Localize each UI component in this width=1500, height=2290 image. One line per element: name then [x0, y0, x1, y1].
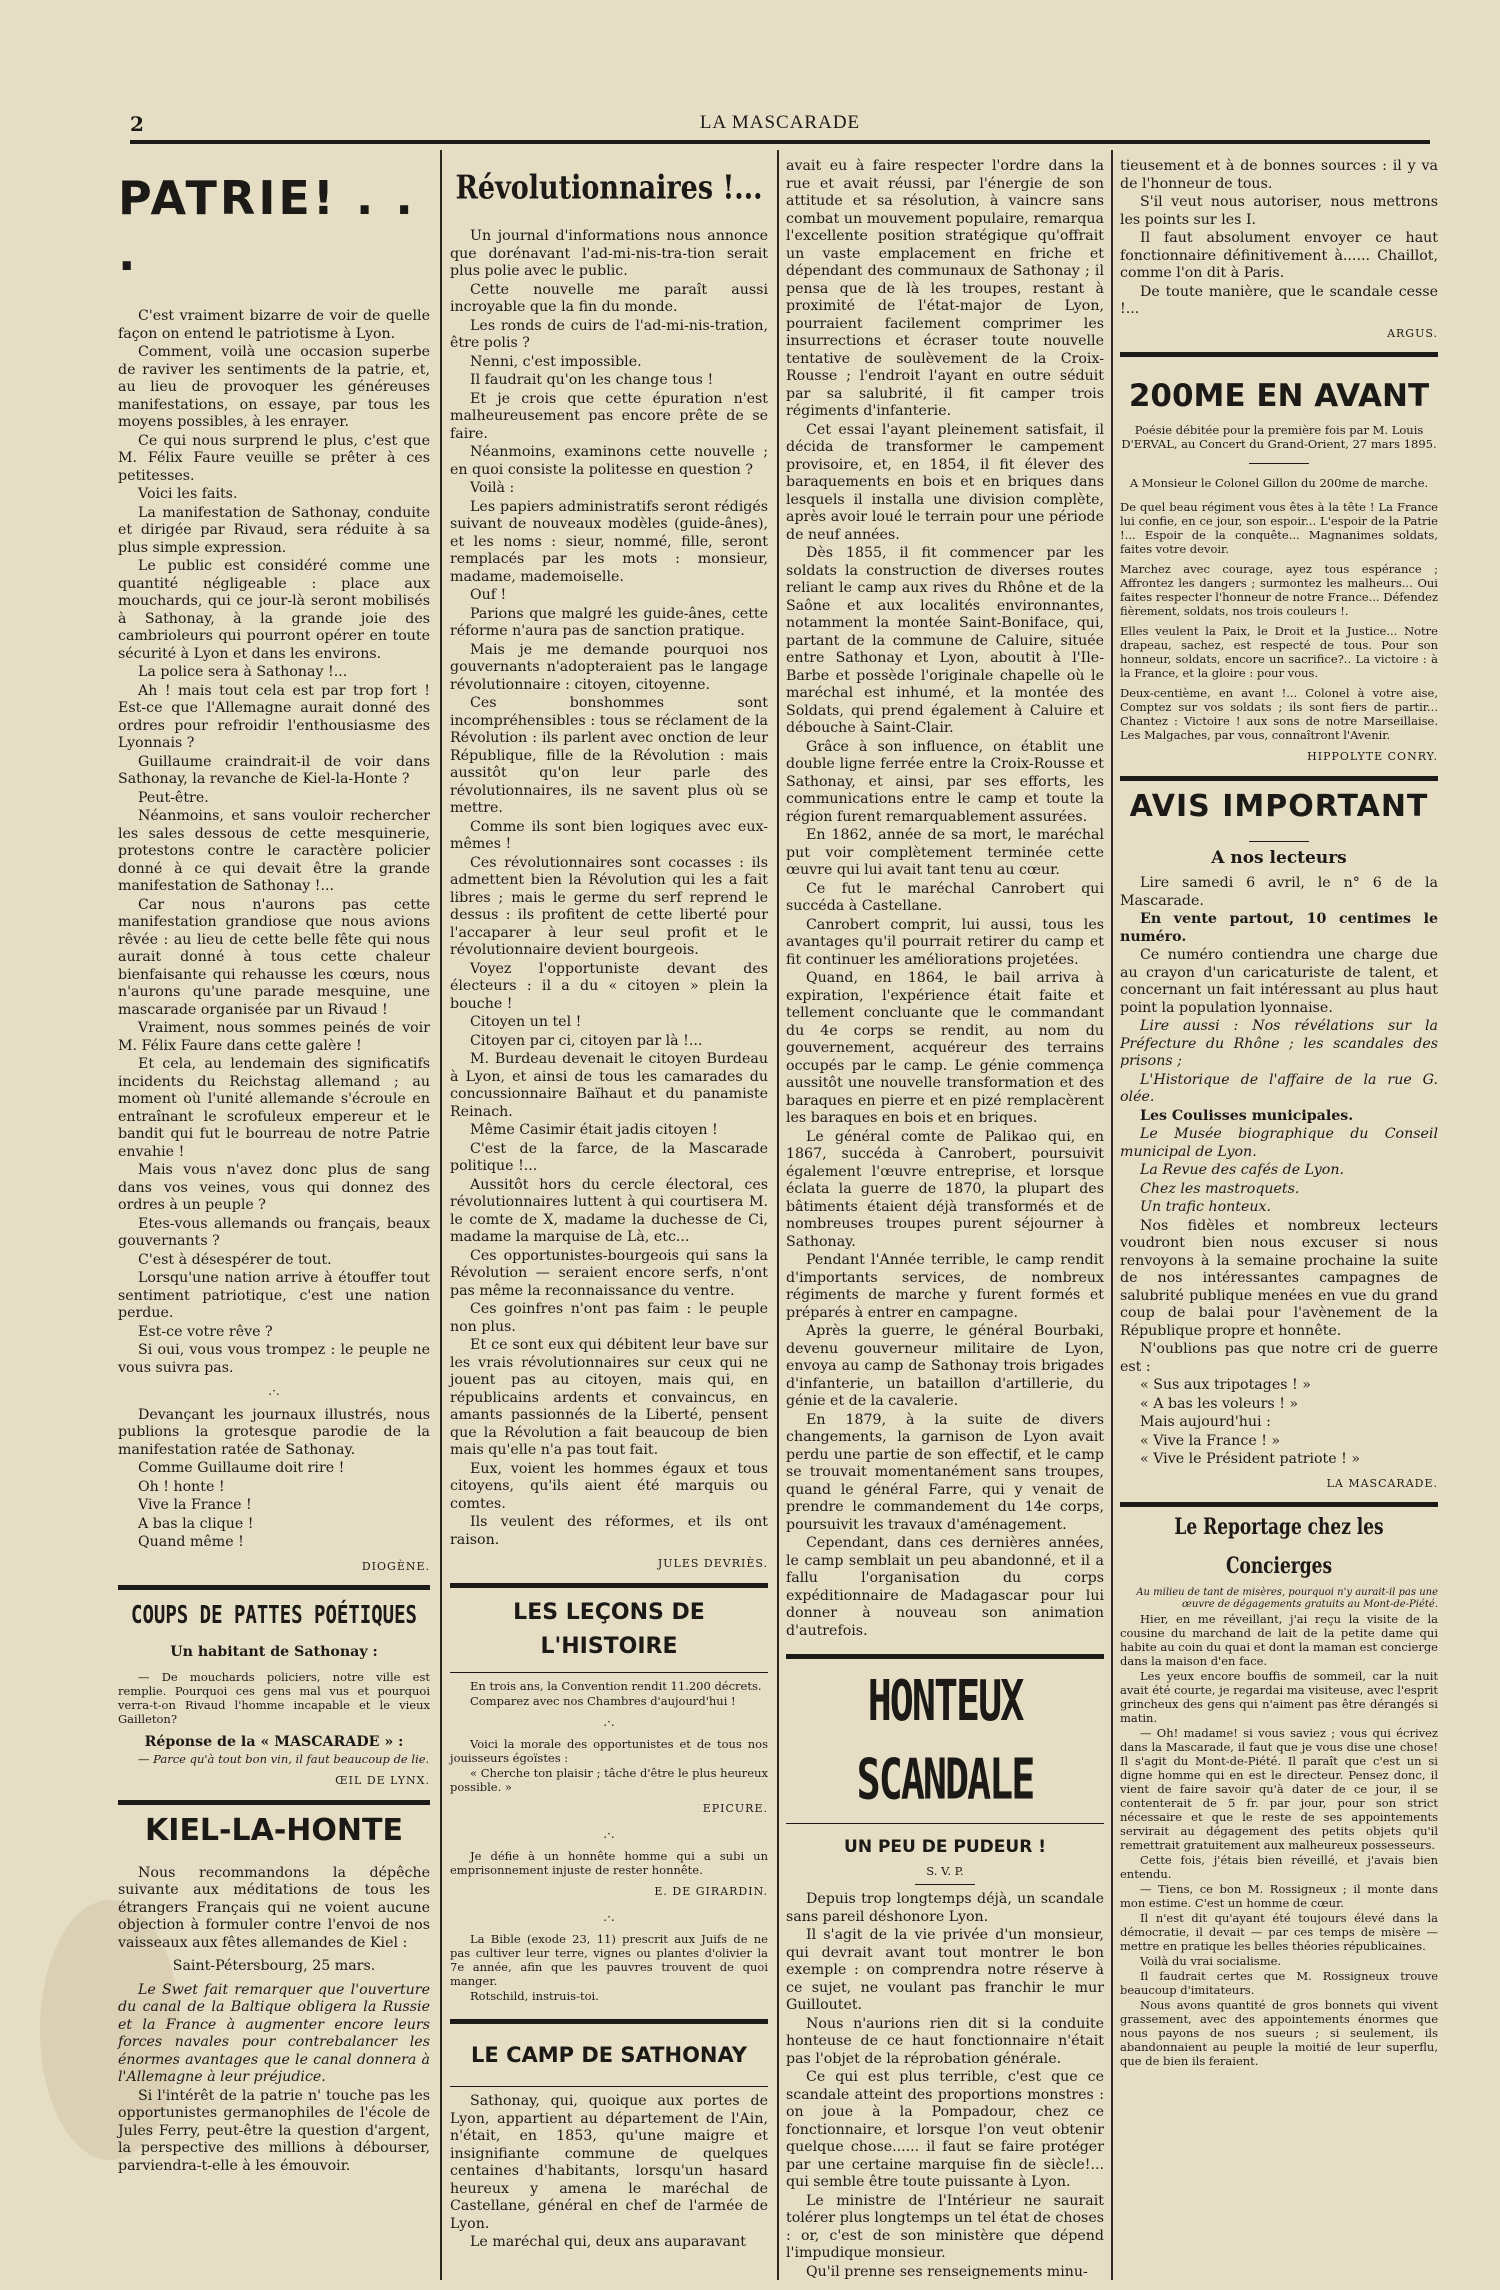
- paragraph: Même Casimir était jadis citoyen !: [470, 1122, 718, 1138]
- paragraph: Voilà du vrai socialisme.: [1140, 1954, 1282, 1968]
- poem-signature: HIPPOLYTE CONRY.: [1307, 750, 1438, 763]
- section-title-camp: LE CAMP DE SATHONAY: [471, 2043, 747, 2067]
- quote: Comparez avec nos Chambres d'aujourd'hui !: [470, 1693, 736, 1708]
- paragraph: avait eu à faire respecter l'ordre dans la rue et avait réussi, par l'énergie de son attitude et sa résolution, à vaincre sans combat un mouvement populaire, remarqua l'excellente position stratégique qu'offrait un vaste emplacement en friche et dépendant des communaux de Sathonay ; il pensa que de là les troupes, restant à proximité de l'état-major de Lyon, pourraient facilement comprimer les insurrections et écraser toute nouvelle tentative de soulèvement de la Croix-Rousse ; l'endroit l'ayant en outre séduit par sa salubrité, il fit camper trois régiments d'infanterie.: [786, 158, 1104, 419]
- paragraph: Cet essai l'ayant pleinement satisfait, il décida de transformer le campement provisoire, et, en 1854, il fit élever des baraquements en bois et en briques dans lesquels il installa une division complète, après avoir loué le terrain pour une période de neuf années.: [786, 421, 1104, 543]
- poem-stanza: Elles veulent la Paix, le Droit et la Justice... Notre drapeau, sachez, est respecté de tous. Pour son honneur, soldats, encore un sacrifice?.. La victoire : à la France, et la gloire : pour vous.: [1120, 624, 1438, 680]
- paragraph: Depuis trop longtemps déjà, un scandale sans pareil déshonore Lyon.: [786, 1891, 1104, 1925]
- paragraph: La Revue des cafés de Lyon.: [1140, 1162, 1345, 1178]
- paragraph: Ce numéro contiendra une charge due au crayon d'un caricaturiste de talent, et concernant un fait intéressant au plus haut point la population lyonnaise.: [1120, 947, 1438, 1016]
- paragraph: Car nous n'aurons pas cette manifestation grandiose que nous avions rêvée : au lieu de cette belle fête qui nous aurait donné à tous cette chaleur bienfaisante qui rehausse les cœurs, nous n'aurons qu'une parade mesquine, une mascarade organisée par un Rivaud !: [118, 896, 430, 1018]
- paragraph: De toute manière, que le scandale cesse !...: [1120, 283, 1438, 317]
- paragraph: Ah ! mais tout cela est par trop fort ! Est-ce que l'Allemagne aurait donné des ordres pour refroidir l'enthousiasme des Lyonnais ?: [118, 682, 430, 751]
- paragraph: Les yeux encore bouffis de sommeil, car la nuit avait été courte, je regardai ma visiteuse, avec l'esprit grincheux des gens qui n'aiment pas être dérangés si matin.: [1120, 1669, 1438, 1725]
- paragraph: Citoyen par ci, citoyen par là !...: [470, 1032, 703, 1049]
- section-subtitle-svp: S. V. P.: [926, 1864, 964, 1878]
- paragraph: Si l'intérêt de la patrie n' touche pas les opportunistes germanophiles de l'école de Jules Ferry, peut-être la question d'argent, la perspective des millions à débourser, parviendra-t-elle à les émouvoir.: [118, 2087, 430, 2174]
- paragraph: Et ce sont eux qui débitent leur bave sur les vrais révolutionnaires sur ceux qui ne jouent pas au citoyen, mais qui, en républicains ardents et convaincus, en amants passionnés de la Liberté, pensent que la Révolution a fait beaucoup de bien mais qu'elle n'a pas tout fait.: [450, 1337, 768, 1458]
- paragraph: Le public est considéré comme une quantité négligeable : place aux mouchards, qui ce jour-là seront mobilisés à Sathonay, à la grande joie des cambrioleurs qui pourront opérer en toute sécurité à Lyon et dans les environs.: [118, 558, 430, 662]
- paragraph: Nous recommandons la dépêche suivante aux méditations de tous les étrangers Français qui ne voient aucune objection à formuler contre l'envoi de nos vaisseaux aux fêtes allemandes de Kiel :: [118, 1864, 430, 1951]
- quote-signature: E. DE GIRARDIN.: [654, 1885, 768, 1898]
- paragraph: Peut-être.: [138, 789, 209, 806]
- paragraph: Ouf !: [470, 587, 507, 603]
- paragraph: Et cela, au lendemain des significatifs incidents du Reichstag allemand ; au moment où l'unité allemande s'écroule en entraînant le scrofuleux empereur et le bandit qui fut le bourreau de notre Patrie envahie !: [118, 1056, 430, 1160]
- dateline: Saint-Pétersbourg, 25 mars.: [172, 1958, 376, 1974]
- paragraph: Nous avons quantité de gros bonnets qui vivent grassement, avec des appointements énormes que nous payons de nos sueurs ; si seulement, ils abandonnaient au peuple la moitié de leur superflu, que de bien ils feraient.: [1120, 1998, 1438, 2068]
- paragraph: Cependant, dans ces dernières années, le camp semblait un peu abandonné, et il a fallu l'organisation du corps expéditionnaire de Madagascar pour lui donner à nouveau son animation d'autrefois.: [786, 1535, 1104, 1639]
- section-divider: [786, 1654, 1104, 1659]
- paragraph: « Vive la France ! »: [1140, 1432, 1281, 1449]
- paragraph: Quand, en 1864, le bail arriva à expiration, l'expérience était faite et tellement concluante que le commandant du 4e corps se rendit, au nom du gouvernement, acquéreur des terrains occupés par le camp. Le génie commença aussitôt une nouvelle transformation et des baraques en pierre et en pizé remplacèrent les baraques en bois et en briques.: [786, 970, 1104, 1126]
- paragraph: Il faut absolument envoyer ce haut fonctionnaire définitivement à...... Chaillot, comme l'on dit à Paris.: [1120, 230, 1438, 281]
- poem: [1120, 500, 1438, 742]
- quote: Rotschild, instruis-toi.: [470, 1989, 599, 2003]
- poem-stanza: De quel beau régiment vous êtes à la tête ! La France lui confie, en ce jour, son espoir... L'espoir de la Patrie !... Espoir de la conquête... Magnanimes soldats, faites votre devoir.: [1120, 500, 1438, 556]
- paragraph: Voyez l'opportuniste devant des électeurs : il a du « citoyen » plein la bouche !: [450, 960, 768, 1012]
- page-number: 2: [130, 112, 144, 136]
- paragraph: Après la guerre, le général Bourbaki, devenu gouverneur militaire de Lyon, envoya au camp de Sathonay trois brigades d'infanterie, un bataillon d'artillerie, du génie et de la cavalerie.: [786, 1323, 1104, 1409]
- paragraph: C'est de la farce, de la Mascarade politique !...: [450, 1140, 768, 1174]
- paragraph: Dès 1855, il fit commencer par les soldats la construction de diverses routes reliant le camp aux rives du Rhône et de la Saône et aux localités environnantes, notamment la montée Saint-Boniface, qui, partant de la commune de Caluire, située entre Sathonay et Lyon, aboutit à l'Ile-Barbe et possède l'originale chapelle où le maréchal est inhumé, et la montée des Soldats, qui prend également à Caluire et débouche à Saint-Clair.: [786, 545, 1104, 736]
- section-subtitle: Un habitant de Sathonay :: [170, 1644, 378, 1660]
- paragraph: Néanmoins, examinons cette nouvelle ; en quoi consiste la politesse en question ?: [450, 444, 768, 478]
- paragraph: Cette nouvelle me paraît aussi incroyable que la fin du monde.: [450, 281, 768, 315]
- paragraph: — Oh! madame! si vous saviez ; vous qui écrivez dans la Mascarade, il faut que je vous dise une chose! Il s'agit du Mont-de-Piété. Il paraît que c'est un si digne homme qui en est le directeur. Pensez donc, il vient de faire savoir qu'à dater de ce jour, il se contenterait de 5 fr. par jour, pour son strict nécessaire et que le reste de ses appointements servirait au dégagement des petits objets qu'il remettrait gratuitement aux malheureux possesseurs.: [1120, 1726, 1438, 1852]
- column-1: [118, 158, 430, 2258]
- section-divider: [1249, 463, 1309, 464]
- paragraph: Le ministre de l'Intérieur ne saurait tolérer plus longtemps un tel état de choses : or, c'est de son ministère que dépend l'impudique monsieur.: [786, 2192, 1104, 2261]
- quote: Voici la morale des opportunistes et de tous nos jouisseurs égoïstes :: [450, 1737, 768, 1765]
- paragraph: S'il veut nous autoriser, nous mettrons les points sur les I.: [1120, 194, 1438, 228]
- reply-text: — Parce qu'à tout bon vin, il faut beaucoup de lie.: [138, 1752, 430, 1766]
- section-title-reportage: Le Reportage chez les Concierges: [1174, 1514, 1384, 1580]
- paragraph: En 1862, année de sa mort, le maréchal put voir complètement terminée cette œuvre qui lui avait tant tenu au cœur.: [786, 827, 1104, 878]
- column-rule: [1111, 150, 1113, 2280]
- poem-stanza: Marchez avec courage, ayez tous espérance ; Affrontez les dangers ; surmontez les malheurs... Oui faites respecter l'honneur de notre France... Défendez fièrement, soldats, nos trois couleurs !.: [1120, 562, 1438, 618]
- article-title-patrie: PATRIE! . . .: [118, 171, 416, 281]
- paragraph: La manifestation de Sathonay, conduite et dirigée par Rivaud, sera réduite à sa plus simple expression.: [118, 504, 430, 556]
- paragraph: Nos fidèles et nombreux lecteurs voudront bien nous excuser si nous renvoyons à la semaine prochaine la suite de nos intéressantes campagnes de salubrité publique menées en vue du grand coup de balai pour l'avènement de la République propre et honnête.: [1120, 1217, 1438, 1339]
- paragraph: Néanmoins, et sans vouloir rechercher les sales dessous de cette mesquinerie, protestons contre le caractère policier donné à ce qui devait être la grande manifestation de Sathonay !...: [118, 808, 430, 894]
- quote: Je défie à un honnête homme qui a subi un emprisonnement injuste de rester honnête.: [450, 1849, 768, 1877]
- paragraph: Les papiers administratifs seront rédigés suivant de nouveaux modèles (guide-ânes), et les noms : sieur, nommé, fille, seront remplacés par les mots : monsieur, madame, mademoiselle.: [450, 498, 768, 585]
- paragraph: En 1879, à la suite de divers changements, la garnison de Lyon avait perdu une partie de son effectif, et le camp se trouvait momentanément sans troupes, quand le général Farre, qui y venait de prendre le commandement du 14e corps, poursuivit les travaux d'aménagement.: [786, 1411, 1104, 1533]
- section-ornament: .·.: [603, 1909, 615, 1924]
- quote-signature: EPICURE.: [702, 1802, 768, 1815]
- paragraph: Le général comte de Palikao qui, en 1867, succéda à Canrobert, poursuivit également l'œuvre entreprise, et lorsque éclata la guerre de 1870, la plupart des bâtiments étaient déjà transformés et de nombreuses troupes purent séjourner à Sathonay.: [786, 1128, 1104, 1250]
- paragraph: tieusement et à de bonnes sources : il y va de l'honneur de tous.: [1120, 158, 1438, 192]
- paragraph: Le maréchal qui, deux ans auparavant: [470, 2234, 746, 2250]
- paragraph: Hier, en me réveillant, j'ai reçu la visite de la cousine du marchand de lait de la petite dame qui habite au coin du quai et dont la maman est concierge dans la maison d'en face.: [1120, 1612, 1438, 1668]
- column-rule: [440, 150, 442, 2280]
- paragraph: Et je crois que cette épuration n'est malheureusement pas encore prête de se faire.: [450, 390, 768, 442]
- paragraph: Etes-vous allemands ou français, beaux gouvernants ?: [118, 1215, 430, 1249]
- paragraph: Mais aujourd'hui :: [1140, 1414, 1271, 1430]
- paragraph: Devançant les journaux illustrés, nous publions la grotesque parodie de la manifestation ratée de Sathonay.: [118, 1406, 430, 1458]
- paragraph: Nous n'aurions rien dit si la conduite honteuse de ce haut fonctionnaire n'était pas l'objet de la réprobation générale.: [786, 2015, 1104, 2067]
- verse: — De mouchards policiers, notre ville est remplie. Pourquoi ces gens mal vus et pourquoi verra-t-on Rivaud l'homme incapable et le vieux Gailleton?: [118, 1669, 430, 1726]
- paragraph: Lorsqu'une nation arrive à étouffer tout sentiment patriotique, c'est une nation perdue.: [118, 1270, 430, 1321]
- section-subtitle: UN PEU DE PUDEUR !: [844, 1837, 1046, 1857]
- paragraph: Oh ! honte !: [138, 1478, 225, 1495]
- paragraph: Ces opportunistes-bourgeois qui sans la Révolution — seraient encore serfs, n'ont pas même la reconnaissance du ventre.: [450, 1247, 768, 1299]
- article-signature: ARGUS.: [1387, 326, 1438, 340]
- paragraph: Vive la France !: [138, 1497, 252, 1513]
- section-title-lecons: LES LEÇONS DE L'HISTOIRE: [513, 1599, 705, 1659]
- article-signature: DIOGÈNE.: [361, 1559, 430, 1573]
- paragraph: Les Coulisses municipales.: [1140, 1107, 1354, 1124]
- quote: La Bible (exode 23, 11) prescrit aux Juifs de ne pas cultiver leur terre, vignes ou plantes d'olivier la 7e année, afin que les pauvres trouvent de quoi manger.: [450, 1932, 768, 1988]
- paragraph: A bas la clique !: [138, 1515, 254, 1532]
- paragraph: Aussitôt hors du cercle électoral, ces révolutionnaires luttent à qui courtisera M. le comte de X, madame la duchesse de Ci, madame la marquise de Là, etc...: [450, 1176, 768, 1245]
- paragraph: « Sus aux tripotages ! »: [1140, 1377, 1311, 1393]
- paragraph: Le Swet fait remarquer que l'ouverture du canal de la Baltique obligera la Russie et la France à augmenter encore leurs forces navales pour contrebalancer les énormes avantages que le canal donnera à l'Allemagne à leur préjudice.: [118, 1981, 430, 2085]
- paragraph: — Tiens, ce bon M. Rossigneux ; il monte dans mon estime. C'est un homme de cœur.: [1120, 1882, 1438, 1910]
- paragraph: Voici les faits.: [138, 486, 238, 502]
- column-3: [786, 158, 1104, 2280]
- paragraph: Ces révolutionnaires sont cocasses : ils admettent bien la Révolution qui les a fait libres ; mais le germe du serf reprend le dessus : ils profitent de cette liberté pour l'accaparer à leur seul profit et le révolutionnaire devient bourgeois.: [450, 854, 768, 958]
- paragraph: Il faudrait certes que M. Rossigneux trouve beaucoup d'imitateurs.: [1120, 1969, 1438, 1997]
- paragraph: En vente partout, 10 centimes le numéro.: [1120, 911, 1438, 945]
- paragraph: L'Historique de l'affaire de la rue G. olée.: [1120, 1071, 1438, 1105]
- paragraph: Pendant l'Année terrible, le camp rendit d'importants services, de nombreux régiments de marche y furent formés et préparés à entrer en campagne.: [786, 1252, 1104, 1321]
- section-title-avis: AVIS IMPORTANT: [1129, 788, 1429, 824]
- section-divider: [450, 1672, 768, 1673]
- section-subtitle: A nos lecteurs: [1211, 847, 1347, 868]
- section-ornament: .·.: [268, 1384, 280, 1398]
- section-ornament: .·.: [603, 1714, 615, 1729]
- paragraph: La police sera à Sathonay !...: [138, 664, 348, 680]
- paragraph: Sathonay, qui, quoique aux portes de Lyon, appartient au département de l'Ain, n'était, en 1853, qu'une maigre et insignifiante commune de quelques centaines d'habitants, lorsqu'un hasard heureux y amena le maréchal de Castellane, général en chef de l'armée de Lyon.: [450, 2093, 768, 2232]
- section-ornament: .·.: [603, 1826, 615, 1841]
- paragraph: Il s'agit de la vie privée d'un monsieur, qui devrait avant tout montrer le bon exemple : on comprendra notre réserve à ce sujet, ne voulant pas franchir le mur Guilloutet.: [786, 1927, 1104, 2013]
- paragraph: « A bas les voleurs ! »: [1140, 1395, 1299, 1412]
- paragraph: N'oublions pas que notre cri de guerre est :: [1120, 1341, 1438, 1375]
- section-divider: [450, 2019, 768, 2024]
- paragraph: Ce qui nous surprend le plus, c'est que M. Félix Faure veuille se prêter à ces petitesses.: [118, 432, 430, 484]
- paragraph: Canrobert comprit, lui aussi, tous les avantages qu'il pourrait retirer du camp et fit continuer les améliorations projetées.: [786, 916, 1104, 968]
- paragraph: Cette fois, j'étais bien réveillé, et j'avais bien entendu.: [1120, 1853, 1438, 1881]
- paragraph: Ils veulent des réformes, et ils ont raison.: [450, 1514, 768, 1548]
- paragraph: Lire samedi 6 avril, le n° 6 de la Mascarade.: [1120, 875, 1438, 909]
- article-title-revolutionnaires: Révolutionnaires !...: [455, 169, 763, 207]
- section-divider: [1120, 776, 1438, 781]
- reply-title: Réponse de la « MASCARADE » :: [144, 1733, 404, 1750]
- page-header: [130, 112, 1430, 144]
- section-divider: [786, 1823, 1104, 1824]
- paragraph: Quand même !: [138, 1534, 244, 1550]
- paragraph: C'est à désespérer de tout.: [138, 1251, 332, 1268]
- poem-dedication: A Monsieur le Colonel Gillon du 200me de marche.: [1129, 476, 1429, 490]
- paragraph: Eux, voient les hommes égaux et tous citoyens, qu'ils aient été marquis ou comtes.: [450, 1460, 768, 1512]
- section-divider: [450, 1583, 768, 1588]
- section-divider: [1120, 1502, 1438, 1507]
- column-4: [1120, 158, 1438, 2258]
- epigraph: Au milieu de tant de misères, pourquoi n'y aurait-il pas une œuvre de dégagements gratuits au Mont-de-Piété.: [1136, 1587, 1438, 1610]
- paragraph: Lire aussi : Nos révélations sur la Préfecture du Rhône ; les scandales des prisons ;: [1120, 1018, 1438, 1069]
- paragraph: Mais je me demande pourquoi nos gouvernants n'adopteraient pas le langage révolutionnaire : citoyen, citoyenne.: [450, 641, 768, 693]
- paragraph: Ces goinfres n'ont pas faim : le peuple non plus.: [450, 1301, 768, 1335]
- paragraph: Voilà :: [470, 480, 515, 496]
- paragraph: Comment, voilà une occasion superbe de raviver les sentiments de la patrie, et, au lieu de provoquer les généreuses manifestations, on essaye, par tous les moyens possibles, à les enrayer.: [118, 344, 430, 430]
- section-divider: [915, 1884, 975, 1885]
- section-title-200me: 200ME EN AVANT: [1128, 378, 1430, 414]
- paragraph: Un journal d'informations nous annonce que dorénavant l'ad-mi-nis-tra-tion serait plus polie avec le public.: [450, 228, 768, 279]
- paragraph: Mais vous n'avez donc plus de sang dans vos veines, vous qui donnez des ordres à un peuple ?: [118, 1162, 430, 1213]
- paragraph: M. Burdeau devenait le citoyen Burdeau à Lyon, et ainsi de tous les camarades du concussionnaire Baïhaut et du panamiste Reinach.: [450, 1051, 768, 1120]
- paragraph: Qu'il prenne ses renseignements minu-: [806, 2263, 1088, 2280]
- paragraph: Nenni, c'est impossible.: [470, 353, 642, 370]
- article-body-patrie: [118, 308, 430, 1575]
- paragraph: Grâce à son influence, on établit une double ligne ferrée entre la Croix-Rousse et Sathonay, et ainsi, par ses efforts, les communications entre le camp et toute la région furent remarquablement assurées.: [786, 738, 1104, 825]
- section-title-coups: COUPS DE PATTES POÉTIQUES: [131, 1600, 417, 1630]
- paragraph: Le Musée biographique du Conseil municipal de Lyon.: [1120, 1126, 1438, 1160]
- paragraph: « Vive le Président patriote ! »: [1140, 1451, 1361, 1467]
- paragraph: Parions que malgré les guide-ânes, cette réforme n'aura pas de sanction pratique.: [450, 605, 768, 639]
- paragraph: Vraiment, nous sommes peinés de voir M. Félix Faure dans cette galère !: [118, 1020, 430, 1054]
- section-divider: [118, 1585, 430, 1590]
- paragraph: Chez les mastroquets.: [1140, 1180, 1300, 1197]
- poem-stanza: Deux-centième, en avant !... Colonel à votre aise, Comptez sur vos soldats ; ils sont fiers de partir... Chantez : Victoire ! aux sons de notre Marseillaise. Les Malgaches, par vous, connaîtront l'Avenir.: [1120, 686, 1438, 742]
- section-divider: [1120, 352, 1438, 357]
- poem-subtitle: Poésie débitée pour la première fois par M. Louis D'ERVAL, au Concert du Grand-Orient, 27 mars 1895.: [1121, 423, 1437, 451]
- quote: « Cherche ton plaisir ; tâche d'être le plus heureux possible. »: [450, 1766, 768, 1794]
- section-title-kiel: KIEL-LA-HONTE: [145, 1812, 403, 1848]
- paragraph: Ces bonshommes sont incompréhensibles : tous se réclament de la Révolution : ils parlent avec onction de leur République, fille de la Révolution : mais aussitôt qu'on leur parle des révolutionnaires, ils ne savent plus où se mettre.: [450, 695, 768, 816]
- paragraph: Un trafic honteux.: [1140, 1199, 1272, 1215]
- paragraph: Guillaume craindrait-il de voir dans Sathonay, la revanche de Kiel-la-Honte ?: [118, 753, 430, 787]
- paragraph: Les ronds de cuirs de l'ad-mi-nis-tration, être polis ?: [450, 317, 768, 351]
- paragraph: Comme ils sont bien logiques avec eux-mêmes !: [450, 818, 768, 852]
- section-divider: [118, 1800, 430, 1805]
- paragraph: Est-ce votre rêve ?: [138, 1323, 273, 1340]
- paragraph: Ce fut le maréchal Canrobert qui succéda à Castellane.: [786, 880, 1104, 914]
- paragraph: Comme Guillaume doit rire !: [138, 1460, 345, 1476]
- section-divider: [450, 2086, 768, 2087]
- column-2: [450, 158, 768, 2258]
- paragraph: C'est vraiment bizarre de voir de quelle façon on entend le patriotisme à Lyon.: [118, 308, 430, 342]
- section-title-honteux: HONTEUX SCANDALE: [856, 1669, 1034, 1813]
- article-signature: LA MASCARADE.: [1326, 1476, 1438, 1490]
- masthead: LA MASCARADE: [699, 112, 861, 133]
- paragraph: Si oui, vous vous trompez : le peuple ne vous suivra pas.: [118, 1342, 430, 1376]
- article-signature: ŒIL DE LYNX.: [335, 1774, 430, 1787]
- quote: En trois ans, la Convention rendit 11.200 décrets.: [470, 1678, 762, 1693]
- article-signature: JULES DEVRIÈS.: [657, 1557, 768, 1570]
- column-rule: [777, 150, 779, 2280]
- paragraph: Ce qui est plus terrible, c'est que ce scandale atteint des proportions monstres : on joue à la Pompadour, chez ce fonctionnaire, et lorsque l'on veut obtenir quelque chose...... il faut se faire protéger par une certaine marquise fin de siècle!... qui semble être toute puissante à Lyon.: [786, 2069, 1104, 2190]
- paragraph: Citoyen un tel !: [470, 1014, 582, 1030]
- section-divider: [1249, 841, 1309, 842]
- paragraph: Il faudrait qu'on les change tous !: [470, 372, 714, 388]
- paragraph: Il n'est dit qu'ayant été toujours élevé dans la démocratie, il devait — par ces temps de misère — mettre en pratique les belles théories républicaines.: [1120, 1911, 1438, 1953]
